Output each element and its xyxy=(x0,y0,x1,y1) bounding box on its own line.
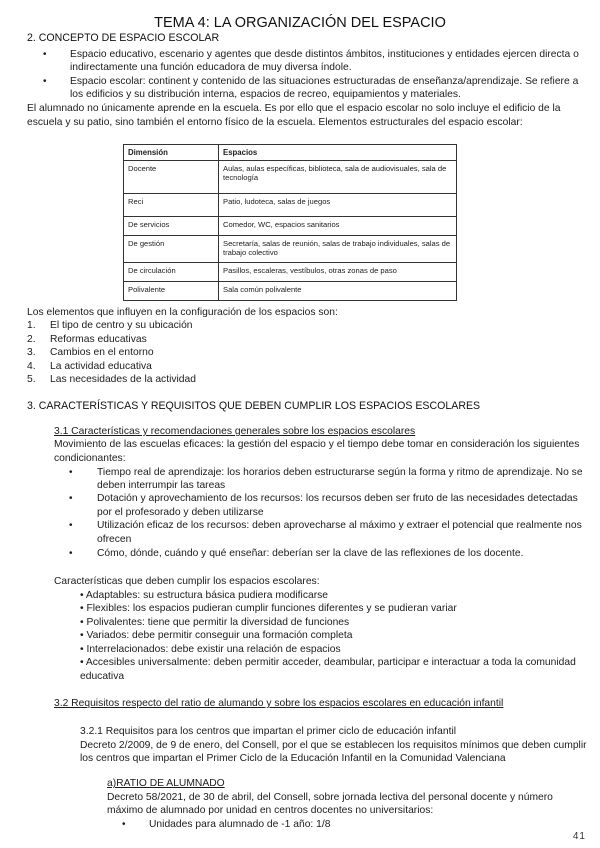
s2-paragraph-line-2: escuela y su patio, sino también el entorno físico de la escuela. Elementos estructurales del espacio escolar: xyxy=(27,117,523,128)
characteristic-item: • Polivalentes: tiene que permitir la diversidad de funciones xyxy=(80,617,350,628)
decree-2-line-2: máximo de alumnado por unidad en centros docentes no universitarios: xyxy=(107,805,434,816)
table-cell-dimension: De circulación xyxy=(124,263,219,282)
table-header-dimension: Dimensión xyxy=(124,145,219,161)
s3-intro-line-2: condicionantes: xyxy=(54,453,126,464)
s3-bullet-2-line-1: Dotación y aprovechamiento de los recursos: los recursos deben ser fruto de las necesidades detectadas xyxy=(97,493,578,504)
bullet-icon: • xyxy=(69,467,73,478)
s3-bullet-1-line-2: deben interrumpir las tareas xyxy=(97,480,226,491)
s2-bullet-2-line-1: Espacio escolar: continent y contenido de las situaciones estructuradas de enseñanza/aprendizaje. Se refiere a xyxy=(70,76,579,87)
s3-intro-line-1: Movimiento de las escuelas eficaces: la gestión del espacio y el tiempo debe tomar en consideración los siguientes xyxy=(54,439,580,450)
characteristic-item: • Variados: debe permitir conseguir una formación completa xyxy=(80,630,353,641)
list-number: 2. xyxy=(27,334,36,345)
table-row xyxy=(124,161,457,194)
bullet-icon: • xyxy=(43,76,47,87)
s3-bullet-2-line-2: por el profesorado y deben utilizarse xyxy=(97,507,264,518)
bullet-icon: • xyxy=(69,520,73,531)
decree-1-line-2: los centros que impartan el Primer Ciclo de la Educación Infantil en la Comunidad Valenciana xyxy=(80,753,506,764)
s3-bullet-1-line-1: Tiempo real de aprendizaje: los horarios deben estructurarse según la forma y ritmo de aprendizaje. No se xyxy=(97,467,583,478)
table-row xyxy=(124,194,457,217)
table-row xyxy=(124,263,457,282)
characteristic-item: • Adaptables: su estructura básica pudiera modificarse xyxy=(80,590,329,601)
section-3-heading: 3. CARACTERÍSTICAS Y REQUISITOS QUE DEBEN CUMPLIR LOS ESPACIOS ESCOLARES xyxy=(27,400,481,412)
bullet-icon: • xyxy=(43,49,47,60)
table-header-spaces: Espacios xyxy=(219,145,457,161)
table-row xyxy=(124,236,457,263)
characteristic-item: • Interrelacionados: debe existir una relación de espacios xyxy=(80,644,341,655)
decree-2-line-1: Decreto 58/2021, de 30 de abril, del Consell, sobre jornada lectiva del personal docente y número xyxy=(107,792,553,803)
list-item: Reformas educativas xyxy=(50,334,147,345)
bullet-icon: • xyxy=(122,819,126,830)
table-cell-spaces: Sala común polivalente xyxy=(219,282,457,301)
subsection-3-2-heading: 3.2 Requisitos respecto del ratio de alumando y sobre los espacios escolares en educación infantil xyxy=(54,698,504,709)
table-cell-spaces: Patio, ludoteca, salas de juegos xyxy=(219,194,457,217)
section-2-heading: 2. CONCEPTO DE ESPACIO ESCOLAR xyxy=(27,32,220,44)
list-item: Las necesidades de la actividad xyxy=(50,374,196,385)
list-item: La actividad educativa xyxy=(50,361,152,372)
subsection-3-1-heading: 3.1 Características y recomendaciones generales sobre los espacios escolares xyxy=(54,426,416,437)
characteristics-intro: Características que deben cumplir los espacios escolares: xyxy=(54,576,320,587)
s2-bullet-1-line-1: Espacio educativo, escenario y agentes que desde distintos ámbitos, instituciones y entidades ejercen directa o xyxy=(70,49,579,60)
table-row xyxy=(124,282,457,301)
s3-bullet-4: Cómo, dónde, cuándo y qué enseñar: deberían ser la clave de las reflexiones de los docente. xyxy=(97,548,524,559)
table-row xyxy=(124,217,457,236)
list-item: Cambios en el entorno xyxy=(50,347,154,358)
table-cell-dimension: Reci xyxy=(124,194,219,217)
s2-bullet-1-line-2: indirectamente una función educadora de muy diversa índole. xyxy=(70,62,352,73)
table-cell-dimension: Polivalente xyxy=(124,282,219,301)
table-cell-spaces: Aulas, aulas específicas, biblioteca, sala de audiovisuales, sala de tecnología xyxy=(219,161,457,194)
table-cell-spaces: Secretaría, salas de reunión, salas de trabajo individuales, salas de trabajo colectivo xyxy=(219,236,457,263)
s3-bullet-3-line-1: Utilización eficaz de los recursos: deben aprovecharse al máximo y extraer el potencial que realmente nos xyxy=(97,520,582,531)
subsection-3-2-1-heading: 3.2.1 Requisitos para los centros que impartan el primer ciclo de educación infantil xyxy=(80,726,457,737)
bullet-icon: • xyxy=(69,548,73,559)
factors-intro: Los elementos que influyen en la configuración de los espacios son: xyxy=(27,307,338,318)
table-cell-spaces: Comedor, WC, espacios sanitarios xyxy=(219,217,457,236)
table-cell-dimension: De gestión xyxy=(124,236,219,263)
list-number: 4. xyxy=(27,361,36,372)
bullet-icon: • xyxy=(69,493,73,504)
table-cell-spaces: Pasillos, escaleras, vestíbulos, otras zonas de paso xyxy=(219,263,457,282)
list-item: El tipo de centro y su ubicación xyxy=(50,320,193,331)
ratio-bullet: Unidades para alumnado de -1 año: 1/8 xyxy=(149,819,331,830)
s2-bullet-2-line-2: los edificios y su distribución interna, espacios de recreo, equipamientos y materiales. xyxy=(70,89,461,100)
list-number: 5. xyxy=(27,374,36,385)
list-number: 3. xyxy=(27,347,36,358)
page-number: 41 xyxy=(572,831,586,843)
ratio-heading: a)RATIO DE ALUMNADO xyxy=(107,778,225,789)
table-header-row xyxy=(124,145,457,161)
table-cell-dimension: De servicios xyxy=(124,217,219,236)
structural-elements-table xyxy=(123,144,457,301)
decree-1-line-1: Decreto 2/2009, de 9 de enero, del Consell, por el que se establecen los requisitos mínimos que deben cumplir xyxy=(80,740,587,751)
characteristic-item-continued: educativa xyxy=(80,671,125,682)
s2-paragraph-line-1: El alumnado no únicamente aprende en la escuela. Es por ello que el espacio escolar no solo incluye el edificio de la xyxy=(27,103,561,114)
table-cell-dimension: Docente xyxy=(124,161,219,194)
page-title: TEMA 4: LA ORGANIZACIÓN DEL ESPACIO xyxy=(154,15,446,31)
s3-bullet-3-line-2: ofrecen xyxy=(97,534,132,545)
list-number: 1. xyxy=(27,320,36,331)
characteristic-item: • Flexibles: los espacios pudieran cumplir funciones diferentes y se pudieran variar xyxy=(80,603,457,614)
characteristic-item: • Accesibles universalmente: deben permitir acceder, deambular, participar e interactuar a toda la comunidad xyxy=(80,657,576,668)
